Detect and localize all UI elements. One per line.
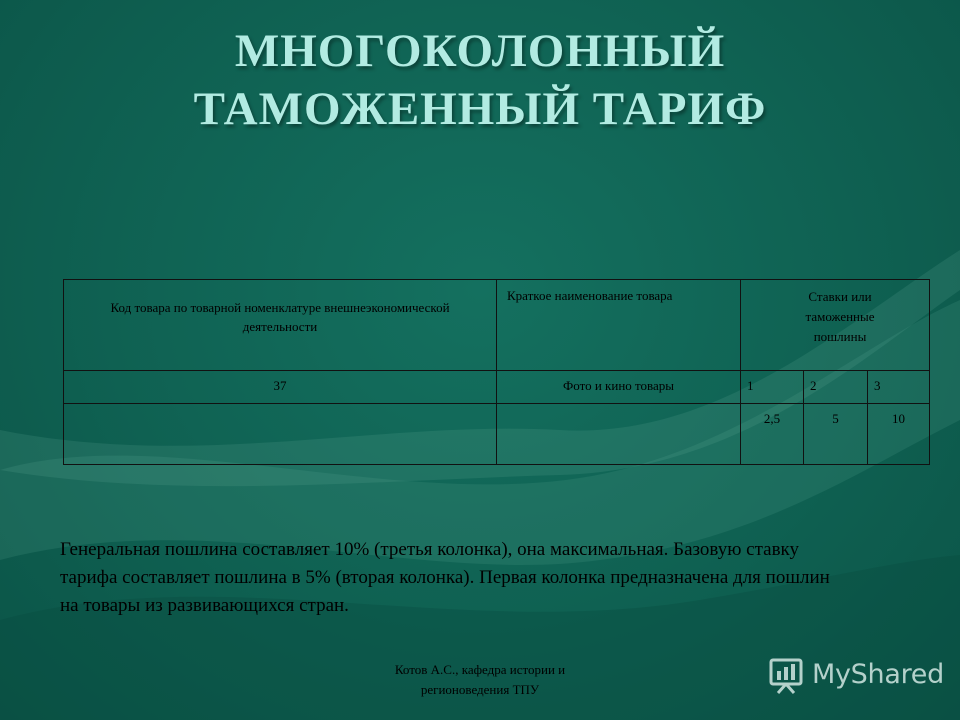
cell-rate-1 (741, 404, 804, 465)
brand-watermark[interactable] (768, 656, 948, 696)
slide-title (80, 22, 880, 138)
brand-name: MyShared (812, 659, 944, 690)
slide-title-line2: ТАМОЖЕННЫЙ ТАРИФ (193, 83, 767, 135)
cell-rate-2 (804, 404, 868, 465)
column-2-label: 2 (810, 378, 817, 393)
table-row (64, 404, 930, 465)
header-cell-name (497, 280, 741, 371)
table-row (64, 371, 930, 404)
header-code-label: Код товара по товарной номенклатуре внешнеэкономической деятельности (110, 300, 450, 334)
presentation-board-icon (768, 656, 804, 694)
footer-line2: регионоведения ТПУ (420, 682, 540, 697)
cell-empty (497, 404, 741, 465)
column-1-label: 1 (747, 378, 754, 393)
footer-line1: Котов А.С., кафедра истории и (394, 662, 566, 677)
cell-rate-3 (868, 404, 930, 465)
rate-1-value: 2,5 (763, 411, 781, 426)
cell-name (497, 371, 741, 404)
header-cell-rates (741, 280, 930, 371)
cell-name-value: Фото и кино товары (562, 378, 675, 393)
column-3-label: 3 (874, 378, 881, 393)
cell-column-2 (804, 371, 868, 404)
explanation-text: Генеральная пошлина составляет 10% (третья колонка), она максимальная. Базовую ставку тарифа составляет пошлина в 5% (вторая колонка). Первая колонка предназначена для пошлин на товары из развивающихся стран. (60, 539, 830, 616)
table-header-row (64, 280, 930, 371)
cell-column-1 (741, 371, 804, 404)
cell-code (64, 371, 497, 404)
tariff-table (63, 279, 930, 465)
header-cell-code (64, 280, 497, 371)
header-name-label: Краткое наименование товара (507, 288, 673, 303)
footer-credit (355, 660, 605, 700)
slide-title-line1: МНОГОКОЛОННЫЙ (234, 25, 726, 77)
cell-code-value: 37 (273, 378, 287, 393)
cell-column-3 (868, 371, 930, 404)
rate-3-value: 10 (892, 411, 906, 426)
cell-empty (64, 404, 497, 465)
header-rates-label: Ставки или таможенные пошлины (805, 289, 875, 344)
rate-2-value: 5 (832, 411, 839, 426)
